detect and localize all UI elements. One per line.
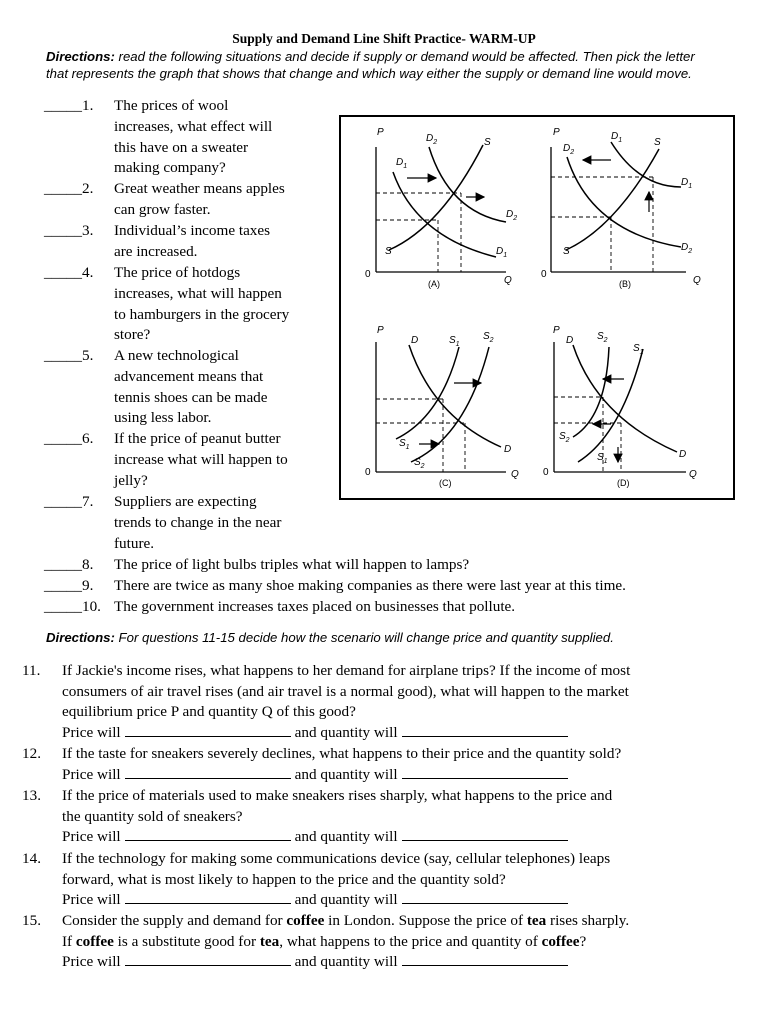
directions-2-label: Directions:	[46, 630, 115, 645]
graph-c-s1-label: $S_1$	[449, 335, 460, 348]
question-text: If the technology for making some communications device (say, cellular telephones) leaps	[62, 850, 611, 867]
graph-b-s-label-top: S	[654, 137, 661, 148]
quantity-will-label: and quantity will	[294, 765, 398, 783]
question-text: using less labor.	[114, 409, 212, 427]
graph-c-s1-curve	[396, 347, 459, 439]
question-number: 5.	[81, 347, 94, 364]
question-text: jelly?	[114, 471, 148, 489]
graph-d-s1-label: $S_1$	[633, 343, 644, 356]
graph-c-origin: 0	[365, 467, 371, 478]
price-answer-blank[interactable]	[125, 765, 291, 779]
page-title: Supply and Demand Line Shift Practice- WARM-UP	[232, 31, 536, 46]
graph-d-caption: (D)	[617, 478, 630, 488]
question-number: 11.	[22, 662, 41, 679]
quantity-answer-blank[interactable]	[402, 765, 568, 779]
question-number: 13.	[22, 787, 41, 804]
question-text: tennis shoes can be made	[114, 388, 268, 406]
answer-blank[interactable]: _____5.	[44, 347, 94, 364]
graph-b-d2-label-right: $D_2$	[681, 242, 693, 255]
price-will-label: Price will	[62, 723, 121, 741]
graph-d-q-label: Q	[689, 469, 697, 480]
directions-2-text: For questions 11-15 decide how the scenario will change price and quantity supplied.	[114, 630, 614, 645]
graph-d-s1-curve	[578, 349, 643, 462]
question-text: future.	[114, 534, 155, 552]
question-text: the quantity sold of sneakers?	[62, 807, 243, 825]
graph-panel	[339, 115, 735, 500]
question-text: increases, what effect will	[114, 117, 273, 135]
question-number: 15.	[22, 912, 41, 929]
directions-text-2: that represents the graph that shows that change and which way either the supply or demand line would move.	[46, 66, 692, 81]
graph-a-s-label-top: S	[484, 137, 491, 148]
question-text: The government increases taxes placed on businesses that pollute.	[114, 598, 516, 615]
quantity-will-label: and quantity will	[294, 828, 398, 846]
price-answer-blank[interactable]	[125, 827, 291, 841]
question-text: The prices of wool	[114, 97, 229, 114]
graph-c	[365, 325, 519, 488]
question-text: If coffee is a substitute good for tea, what happens to the price and quantity of coffee?	[62, 932, 587, 950]
question-number: 3.	[81, 222, 94, 239]
question-number: 12.	[22, 745, 41, 762]
quantity-answer-blank[interactable]	[402, 827, 568, 841]
graph-a-origin: 0	[365, 269, 371, 280]
graph-b	[541, 127, 701, 289]
price-will-label: Price will	[62, 828, 121, 846]
graph-a	[365, 127, 517, 289]
question-text: consumers of air travel rises (and air travel is a normal good), what will happen to the market	[62, 682, 629, 700]
price-will-label: Price will	[62, 891, 121, 909]
graph-d-s1-label-bottom: $S_1$	[597, 452, 608, 465]
graph-a-q-label: Q	[504, 275, 512, 286]
question-text: A new technological	[114, 347, 239, 364]
question-text: If the taste for sneakers severely declines, what happens to their price and the quantity sold?	[62, 745, 622, 762]
graph-c-s1-label-bottom: $S_1$	[399, 438, 410, 451]
graph-b-d1-label-right: $D_1$	[681, 177, 693, 190]
graph-b-d1-curve	[611, 142, 681, 187]
directions-1	[46, 48, 736, 82]
graph-a-s-label-bottom: S	[385, 246, 392, 257]
quantity-answer-blank[interactable]	[402, 723, 568, 737]
question-text: Great weather means apples	[114, 180, 285, 197]
question-number: 2.	[81, 180, 94, 197]
graph-c-p-label: P	[377, 325, 384, 336]
graph-c-d-label-top: D	[411, 335, 419, 346]
answer-blank[interactable]: _____9.	[44, 577, 94, 594]
question-text: forward, what is most likely to happen to the price and the quantity sold?	[62, 870, 506, 888]
graph-a-caption: (A)	[428, 279, 440, 289]
price-will-label: Price will	[62, 953, 121, 971]
question-text: Individual’s income taxes	[114, 222, 271, 239]
question-number: 9.	[81, 577, 94, 594]
question-number: 14.	[22, 850, 41, 867]
question-text: equilibrium price P and quantity Q of this good?	[62, 703, 356, 721]
question-text: Suppliers are expecting	[114, 493, 257, 510]
quantity-will-label: and quantity will	[294, 891, 398, 909]
question-text: If the price of materials used to make sneakers rises sharply, what happens to the price and	[62, 787, 613, 804]
graph-b-p-label: P	[553, 127, 560, 138]
graph-c-q-label: Q	[511, 469, 519, 480]
quantity-will-label: and quantity will	[294, 953, 398, 971]
graph-d-d-label-top: D	[566, 335, 574, 346]
question-number: 1.	[81, 97, 94, 114]
question-number: 10.	[81, 598, 101, 615]
directions-2	[46, 629, 736, 646]
graph-d-d-curve	[573, 345, 677, 452]
question-text: If the price of peanut butter	[114, 430, 281, 447]
graph-d-origin: 0	[543, 467, 549, 478]
question-text: There are twice as many shoe making companies as there were last year at this time.	[114, 577, 626, 594]
quantity-answer-blank[interactable]	[402, 952, 568, 966]
answer-blank[interactable]: _____6.	[44, 430, 94, 447]
price-quantity-line	[62, 723, 568, 744]
question-text: to hamburgers in the grocery	[114, 305, 290, 323]
graph-d-d-label-right: D	[679, 449, 687, 460]
quantity-will-label: and quantity will	[294, 723, 398, 741]
shift-graphs	[341, 117, 732, 497]
question-text: trends to change in the near	[114, 513, 282, 531]
graph-c-d-label-right: D	[504, 444, 512, 455]
graph-d	[543, 325, 697, 488]
graph-b-s-label-bottom: S	[563, 246, 570, 257]
question-text: The price of light bulbs triples what will happen to lamps?	[114, 556, 470, 573]
question-text: store?	[114, 326, 151, 344]
answer-blank[interactable]: _____8.	[44, 556, 94, 573]
graph-d-s2-label-bottom: $S_2$	[559, 431, 570, 444]
price-will-label: Price will	[62, 765, 121, 783]
price-quantity-line	[62, 827, 568, 848]
graph-b-origin: 0	[541, 269, 547, 280]
question-text: making company?	[114, 159, 226, 177]
question-number: 4.	[81, 264, 94, 281]
question-text: can grow faster.	[114, 200, 211, 218]
question-number: 8.	[81, 556, 94, 573]
graph-b-s-curve	[566, 149, 659, 250]
graph-c-s2-label-bottom: $S_2$	[414, 457, 425, 470]
graph-a-d2-label: $D_2$	[426, 133, 438, 146]
question-text: this have on a sweater	[114, 138, 249, 156]
question-number: 6.	[81, 430, 94, 447]
answer-blank[interactable]: _____4.	[44, 264, 94, 281]
price-quantity-line	[62, 952, 568, 973]
graph-d-s2-label: $S_2$	[597, 331, 608, 344]
graph-c-s2-label: $S_2$	[483, 331, 494, 344]
directions-label: Directions:	[46, 49, 115, 64]
graph-a-d1-label: $D_1$	[396, 157, 408, 170]
graph-b-d1-label: $D_1$	[611, 131, 623, 144]
answer-blank[interactable]: _____3.	[44, 222, 94, 239]
graph-a-d1-label-right: $D_1$	[496, 246, 508, 259]
directions-text-1: read the following situations and decide if supply or demand would be affected. Then pick the letter	[114, 49, 695, 64]
answer-blank[interactable]: _____10.	[44, 598, 101, 615]
question-text: increases, what will happen	[114, 284, 282, 302]
graph-a-d2-label-right: $D_2$	[506, 209, 518, 222]
question-text: Consider the supply and demand for coffee in London. Suppose the price of tea rises sharply.	[62, 912, 630, 929]
answer-blank[interactable]: _____1.	[44, 97, 94, 114]
price-quantity-line	[62, 890, 568, 911]
question-text: advancement means that	[114, 367, 264, 385]
question-text: The price of hotdogs	[114, 264, 241, 281]
graph-c-caption: (C)	[439, 478, 452, 488]
graph-b-d2-label: $D_2$	[563, 143, 575, 156]
price-answer-blank[interactable]	[125, 723, 291, 737]
answer-blank[interactable]: _____2.	[44, 180, 94, 197]
question-text: are increased.	[114, 242, 198, 260]
graph-c-s2-curve	[411, 347, 489, 462]
answer-blank[interactable]: _____7.	[44, 493, 94, 510]
question-text: increase what will happen to	[114, 450, 288, 468]
graph-d-p-label: P	[553, 325, 560, 336]
price-answer-blank[interactable]	[125, 952, 291, 966]
price-answer-blank[interactable]	[125, 890, 291, 904]
graph-b-q-label: Q	[693, 275, 701, 286]
question-number: 7.	[81, 493, 94, 510]
graph-a-p-label: P	[377, 127, 384, 138]
graph-b-caption: (B)	[619, 279, 631, 289]
quantity-answer-blank[interactable]	[402, 890, 568, 904]
price-quantity-line	[62, 765, 568, 786]
question-text: If Jackie's income rises, what happens to her demand for airplane trips? If the income of most	[62, 662, 631, 679]
